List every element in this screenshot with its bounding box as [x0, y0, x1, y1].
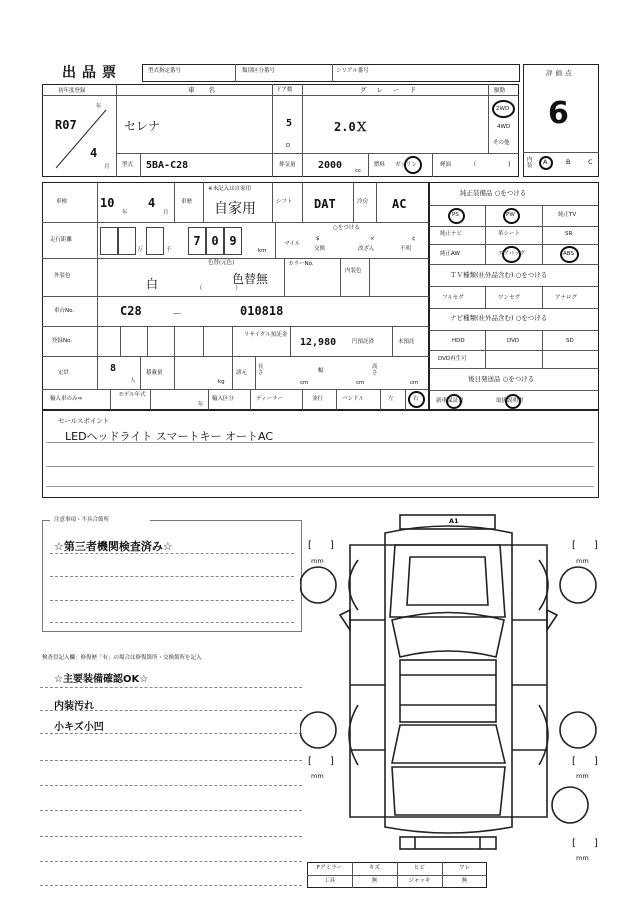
equip-sr: SR — [565, 231, 573, 237]
inspector-label: 検査員記入欄：修復歴「有」の場合は修復箇所・交換箇所を記入 — [42, 655, 202, 661]
displacement-value: 2000 — [318, 160, 343, 171]
diagram-a1-mark: A1 — [449, 517, 459, 525]
aircon-value: AC — [392, 197, 407, 211]
inspection-label: 車検 — [56, 199, 68, 205]
first-reg-slash — [50, 100, 112, 174]
car-name-label: 車名 — [188, 86, 229, 94]
dimensions-label: 諸元 — [236, 370, 248, 376]
interior-color-label: 内装色 — [345, 268, 362, 274]
exterior-color-label: 外装色 — [54, 273, 71, 279]
navi-type-title: ナビ種類(社外品含む) ○をつける — [450, 314, 548, 322]
mileage-unknown: 不明 — [400, 246, 412, 252]
model-cert-label: 型式指定番号 — [148, 68, 182, 74]
grade-value: 2.0Ｘ — [334, 120, 368, 134]
doors-value: 5 — [286, 118, 293, 129]
car-type-label: 車歴 — [181, 199, 193, 205]
score-value: 6 — [548, 96, 569, 131]
notes-label: 注意事項・不具合箇所 — [54, 517, 110, 523]
inspection-year: 10 — [100, 196, 115, 210]
displacement-label: 排気量 — [279, 162, 296, 168]
car-name-value: セレナ — [124, 119, 161, 133]
later-items-title: 後日発送品 ○をつける — [468, 375, 535, 383]
chassis-label: 車台No. — [54, 308, 75, 314]
first-reg-year: R07 — [55, 118, 77, 132]
shift-value: DAT — [314, 197, 336, 211]
drive-2wd: 2WD — [496, 106, 510, 112]
car-damage-diagram — [300, 505, 600, 855]
mileage-digit-4: 7 — [188, 227, 206, 255]
equip-navi: 純正ナビ — [440, 231, 463, 237]
sales-point-label: セールスポイント — [58, 417, 110, 425]
interior-label: 内装 — [527, 157, 533, 170]
import-category-label: 輸入区分 — [212, 396, 235, 402]
model-year-label: モデル年式 — [118, 392, 146, 398]
aircon-label: 冷房 — [357, 199, 369, 205]
capacity-value: 8 — [110, 363, 117, 374]
import-dealer: ディーラー — [256, 396, 284, 402]
mileage-modified: 改ざん — [358, 246, 375, 252]
handle-right: 右 — [413, 396, 419, 402]
drive-other: その他 — [493, 140, 510, 146]
mileage-exchange: 交換 — [314, 246, 326, 252]
handle-left: 左 — [388, 396, 394, 402]
doors-label: ドア数 — [276, 87, 293, 93]
recycle-label: リサイクル預託金 — [244, 332, 288, 338]
later-warranty: 新車保証書 — [436, 398, 464, 404]
equip-tv: 純正TV — [558, 212, 577, 218]
load-label: 積載量 — [146, 370, 163, 376]
mm-rear-left: mm — [311, 772, 324, 780]
serial-label: シリアル番号 — [336, 68, 369, 74]
interior-c: C — [588, 158, 593, 166]
notes-line-1: ☆第三者機関検査済み☆ — [54, 540, 173, 553]
mm-spare: mm — [576, 854, 589, 862]
inspector-line-2: 内装汚れ — [54, 701, 94, 712]
color-no-label: カラーNo. — [288, 261, 314, 267]
inspector-line-1: ☆主要装備確認OK☆ — [54, 674, 149, 685]
sales-point-text: LEDヘッドライト スマートキー オートAC — [65, 430, 274, 443]
shift-label: シフト — [276, 199, 293, 205]
tv-type-title: ＴＶ種類(社外品含む) ○をつける — [450, 271, 548, 279]
form-title: 出品票 — [62, 65, 122, 81]
drive-4wd: 4WD — [497, 124, 511, 130]
interior-b: B — [566, 158, 571, 166]
import-parallel: 並行 — [312, 396, 324, 402]
model-type-label: 型式 — [122, 162, 134, 168]
mileage-digit-6: 9 — [224, 227, 242, 255]
chassis-number: 010818 — [240, 304, 284, 318]
model-type-value: 5BA-C28 — [146, 160, 189, 171]
equip-aw: 純正AW — [440, 251, 460, 257]
equip-leather: 革シート — [498, 231, 521, 237]
mileage-digit-5: 0 — [206, 227, 224, 255]
equip-abs: ABS — [563, 251, 574, 257]
category-label: 類別区分番号 — [242, 68, 276, 74]
capacity-label: 定員 — [58, 370, 70, 376]
inspector-line-3: 小キズ小凹 — [54, 722, 104, 733]
mm-front-right: mm — [576, 557, 589, 565]
recycle-deposited: 円預託済 — [352, 339, 375, 345]
car-type-note: ※未記入は自家用 — [208, 186, 252, 192]
equip-airbag: エアバッグ — [498, 251, 526, 257]
drive-label: 駆動 — [494, 88, 506, 94]
later-manual: 取扱説明書 — [496, 398, 524, 404]
fuel-gasoline: ガソリン — [395, 162, 418, 168]
equipment-title: 純正装備品 ○をつける — [460, 189, 527, 197]
import-label: 輸入車のみ⇒ — [50, 396, 83, 402]
interior-a: A — [543, 158, 548, 166]
recycle-not-deposited: 未預託 — [398, 339, 415, 345]
car-type-value: 自家用 — [214, 201, 256, 217]
first-reg-month: 4 — [90, 146, 98, 160]
mileage-label: 走行距離 — [50, 237, 73, 243]
header-codes-box — [142, 64, 520, 82]
handle-label: ハンドル — [342, 396, 365, 402]
fuel-label: 燃料 — [374, 162, 386, 168]
mm-front-left: mm — [311, 557, 324, 565]
grade-label: グレード — [360, 86, 426, 94]
first-reg-label: 初年度登録 — [58, 88, 86, 94]
score-label: 評価点 — [546, 69, 575, 77]
recycle-value: 12,980 — [300, 337, 337, 348]
fuel-light-oil: 軽油 — [440, 162, 452, 168]
equip-ps: PS — [452, 212, 459, 218]
fuel-circle-mark — [404, 156, 422, 174]
exterior-color-value: 白 — [146, 277, 159, 291]
color-change-label: 色替(元色) — [208, 260, 235, 266]
mileage-circle-note: ○をつける — [333, 225, 360, 231]
chassis-prefix: C28 — [120, 304, 142, 318]
sales-point-box — [42, 410, 599, 498]
inspection-month: 4 — [148, 196, 156, 210]
color-change-value: 色替無 — [232, 272, 269, 286]
equip-pw: PW — [506, 212, 515, 218]
mm-rear-right: mm — [576, 772, 589, 780]
meter-label: マイル — [284, 241, 301, 247]
registration-label: 登録No. — [52, 338, 73, 344]
